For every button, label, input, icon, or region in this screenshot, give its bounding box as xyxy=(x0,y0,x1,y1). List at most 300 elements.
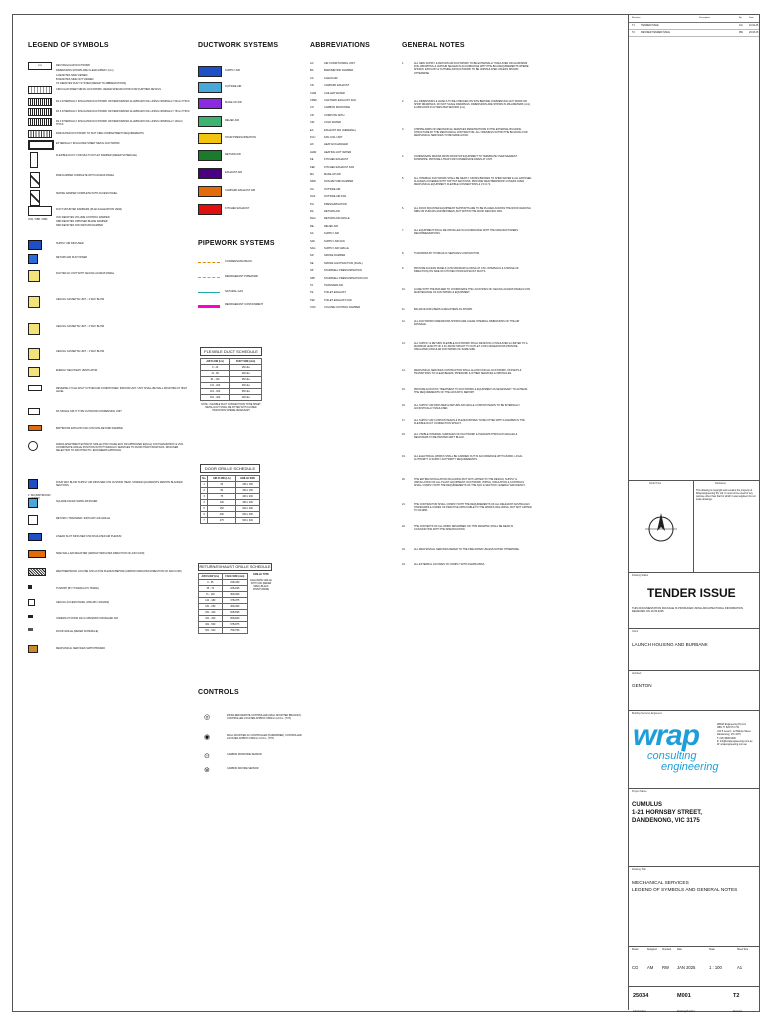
firm-info-line: ABN 77 623 674 741 xyxy=(717,726,740,730)
legend-label: FIRE DAMPER COMPLETE WITH ACCESS PANEL xyxy=(56,174,115,177)
general-note-text: MECHANICAL SERVICES CONTRACTOR SHALL ALLOW FOR ALL DUCTWORK, OFFSETS & TRANSITIONS TO CLEAR BEAMS, PIPEWORK & OTHER SERVICES & OBSTACLES. xyxy=(414,369,522,376)
legend-label: R1.5 INTERNALLY INSULATED DUCTWORK OR PERFORATED ALUMINIUM FOIL LINING NOMINALLY 75mm THICK xyxy=(56,110,190,113)
abbreviation-code: KEF xyxy=(310,165,316,169)
schedule-header: FACE SIZE (mm) xyxy=(222,574,247,580)
pipe-line-swatch xyxy=(198,305,220,308)
job-number: 25034 xyxy=(633,993,649,999)
abbreviation-code: BA xyxy=(310,69,314,73)
legend-label: CEILING CASSETTE UNIT - 4 WAY BLOW xyxy=(56,298,105,301)
revision-cell: CG xyxy=(739,24,743,27)
legend-label: LINEAR SLOT DIFFUSER C/W INSULATED AIR PLENUM xyxy=(56,535,122,538)
pipe-line-swatch xyxy=(198,262,220,263)
schedule-cell: 150 xyxy=(208,506,236,512)
legend-symbol xyxy=(28,130,52,138)
firm-info-line: Dandenong, VIC 3175 xyxy=(717,733,741,737)
legend-row xyxy=(28,82,193,86)
door-grille-schedule xyxy=(200,464,260,524)
meta-value: 1 : 100 xyxy=(709,965,722,970)
duct-system-label: RELIEF AIR xyxy=(225,119,239,122)
abbreviation-description: TOILET EXHAUST xyxy=(324,291,346,295)
abbreviation-row xyxy=(310,173,395,177)
general-note-text: TUNDISHES BY HYDRAULIC SERVICES CONTRACTOR. xyxy=(414,252,480,255)
control-label: CARBON MONOXIDE SENSOR xyxy=(227,753,262,756)
legend-row xyxy=(28,120,193,127)
meta-header: Date xyxy=(677,949,682,951)
legend-row xyxy=(28,174,193,178)
duct-system-label: OUTSIDE AIR xyxy=(225,85,242,88)
general-note-number: 13. xyxy=(402,342,406,345)
duct-color-swatch xyxy=(198,98,222,109)
drawing-title-line-1: MECHANICAL SERVICES xyxy=(632,881,689,886)
revision-number: T2 xyxy=(733,993,740,999)
legend-symbol xyxy=(28,645,38,653)
legend-symbol xyxy=(28,118,52,126)
schedule-cell: 321 - 400 xyxy=(199,616,223,622)
general-note-number: 15. xyxy=(402,388,406,391)
general-note-text: THE CONTENTS OF ALL WORK DESCRIBED ON THIS DRAWING SHALL BE READ IN CONJUNCTION WITH THE SPECIFICATION. xyxy=(414,525,514,532)
abbreviation-description: EXHAUST AIR (GENERAL) xyxy=(324,128,356,132)
schedule-cell: 41 - 80 xyxy=(201,371,230,377)
abbreviation-row xyxy=(310,225,395,229)
legend-row xyxy=(28,350,193,354)
schedule-cell: 100 xyxy=(208,500,236,506)
legend-label: VCD DENOTES VOLUME CONTROL DAMPER xyxy=(56,216,110,219)
flex-schedule-table xyxy=(200,358,262,401)
general-note-text: ALL VISIBLE INTERNAL SURFACES OF DUCTWORK & PLENUMS THROUGH GRILLES & REGISTERS TO BE PAINTED MATT BLACK. xyxy=(414,433,518,440)
general-note-text: ALL DIMENSIONS & LEVELS TO BE CHECKED ON SITE BEFORE COMMENCING ANY WORK OR SHOP DRAWINGS. DO NOT SCALE DRAWINGS. DIMENSIONS ARE SHOWN IN MILLIMETERS (mm) & AIRFLOWS IN LITRES PER SECOND (L/s). xyxy=(414,100,530,110)
schedule-cell: 525x525 xyxy=(222,610,247,616)
legend-symbol xyxy=(28,190,40,206)
legend-label: REVERSE CYCLE SPLIT SYSTEM AIR CONDITIONER. INDOOR UNIT. UNIT SHALL BE WALL MOUNTED AT HIGH LEVEL xyxy=(56,387,187,394)
duct-system-row xyxy=(198,202,298,214)
architect-value: GENTON xyxy=(632,683,652,688)
legend-row xyxy=(28,630,193,634)
legend-symbol xyxy=(28,385,42,391)
abbreviation-row xyxy=(310,284,395,288)
general-note-number: 24. xyxy=(402,563,406,566)
revision-cell: T2 xyxy=(632,31,635,34)
legend-row xyxy=(28,647,193,651)
legend-symbol xyxy=(28,254,38,264)
schedule-header: AIR FLOW (L/s) xyxy=(201,359,230,365)
general-note-text: ALL ROOF MOUNTED EQUIPMENT SUPPORTS ARE TO BE PLACED ACROSS THE ROOF DECKING RIBS OR PURLINS AND BETWEEN, BUT WITHIN THE ROOF DECKING PAN. xyxy=(414,207,531,214)
abbreviation-description: SUPPLY AIR FAN xyxy=(324,239,345,243)
legend-symbol xyxy=(28,615,33,618)
schedule-header: AIR FLOW (L/s) xyxy=(199,574,223,580)
pipe-line-swatch xyxy=(198,277,220,278)
abbreviation-row xyxy=(310,277,395,281)
schedule-cell: 600x600 xyxy=(222,616,247,622)
general-note-number: 2. xyxy=(402,100,405,103)
abbreviation-description: BAROMETRIC DAMPER xyxy=(324,69,354,73)
control-label: INFRA RED REMOTE CONTROLLER (WALL MOUNTED BRACKET). CONTROLLER LOCATED APPROX 1500mm A.F.F.L. (TYP) xyxy=(227,714,302,721)
abbreviation-code: AC xyxy=(310,62,314,65)
legend-label: RETURN AIR DUCT RISER xyxy=(56,256,88,259)
abbreviation-code: RE xyxy=(310,224,314,228)
schedule-cell: 81 - 130 xyxy=(201,377,230,383)
schedule-cell: 201 - 300 xyxy=(201,389,230,395)
legend-label: 400DIA APARTMENT EXHAUST GRILLE (HOLYOAKE ECO OR APPROVED EQUAL) C/W PLENUM BOX & VCD. COORDINATE GRILLE POSITION WITH HYDRAULIC SERVICES TO AVOID TRAP FROM WCS. DIFFUSER SELECTION TO ARCHITECTS / ENGINEERS APPROVAL xyxy=(56,443,184,453)
legend-symbol xyxy=(28,628,33,631)
duct-color-swatch xyxy=(198,116,222,127)
general-note-number: 5. xyxy=(402,177,405,180)
abbreviation-row xyxy=(310,217,395,221)
status-label: Drawing Status xyxy=(632,574,649,577)
engineer-block xyxy=(629,710,759,789)
revision-cell: 26.03.25 xyxy=(749,31,759,34)
legend-label: SMOKE DAMPER COMPLETE WITH ACCESS PANEL xyxy=(56,192,118,195)
abbreviation-row xyxy=(310,306,395,310)
legend-label: DUCTED AC UNIT WITH CEILING ACCESS PANEL xyxy=(56,272,115,275)
general-note-number: 9. xyxy=(402,267,405,270)
schedule-cell: 250 x 150 xyxy=(236,482,260,488)
schedule-cell: 225x225 xyxy=(222,586,247,592)
abbreviations-title: ABBREVIATIONS xyxy=(310,42,371,49)
abbreviation-row xyxy=(310,203,395,207)
abbreviation-row xyxy=(310,188,395,192)
abbreviation-description: TRANSFER AIR xyxy=(324,284,343,287)
legend-symbol xyxy=(28,206,52,216)
abbreviation-description: RELIEF AIR xyxy=(324,224,338,228)
general-notes-title: GENERAL NOTES xyxy=(402,42,465,49)
north-disclaimer xyxy=(629,480,759,573)
general-note-text: ALL INTERNAL DUCTWORK SHALL BE NEATLY CROSS BROKEN TO SHED WATER & ALL EXPOSED FLANGES COVERED WITH TOP HAT SECTIONS. PROVIDE WEATHERPROOF COVERS OVER MECHANICAL EQUIPMENT. FLEXIBLE CONNECTIONS & V.C.D.'S. xyxy=(414,177,532,187)
abbreviation-code: TEF xyxy=(310,298,315,302)
pipe-system-label: REFRIGERANT PIPEWORK xyxy=(225,275,259,278)
duct-color-swatch xyxy=(198,186,222,197)
revision-cell: RW xyxy=(739,31,743,34)
legend-label: CIRCULAR SHEET METAL DUCTWORK. REFER SPECIFICATION FOR FURTHER DETAILS xyxy=(56,88,161,91)
abbreviation-row xyxy=(310,254,395,258)
abbreviation-row xyxy=(310,240,395,244)
general-note-number: 21. xyxy=(402,503,406,506)
general-note-number: 23. xyxy=(402,548,406,551)
control-row xyxy=(198,734,303,744)
client-block xyxy=(629,628,759,671)
grille-type-header: GRILLE TYPE xyxy=(253,573,269,576)
schedule-cell: 121 - 180 xyxy=(199,598,223,604)
meta-header: Designed xyxy=(647,949,657,951)
grille-schedule xyxy=(198,563,272,634)
general-note-number: 16. xyxy=(402,404,406,407)
abbreviation-description: AIR CONDITIONING UNIT xyxy=(324,62,355,65)
legend-label: SUPPLY AIR DIFFUSER xyxy=(56,242,84,245)
revision-header: By xyxy=(739,17,742,19)
general-note-text: ALL SUPPLY AIR CUSHION HEADS & PLENUM BOXES TO BE FITTED WITH A DAMPER IN THE FLEXIBLE DUCT CONNECTION SPIGOT. xyxy=(414,419,525,426)
schedule-cell: 2 xyxy=(201,488,208,494)
schedule-cell: 301 - 400 xyxy=(201,395,230,401)
general-note-number: 3. xyxy=(402,128,405,131)
abbreviation-description: KITCHEN EXHAUST xyxy=(324,158,349,162)
legend-row xyxy=(28,100,193,104)
schedule-cell: 36 - 70 xyxy=(199,586,223,592)
drawing-title-line-2: LEGEND OF SYMBOLS AND GENERAL NOTES xyxy=(632,887,738,893)
abbreviation-description: CARBON MONOXIDE xyxy=(324,106,350,110)
legend-label: SIDE WALL AIR REGISTER (ARROW INDICATES DIRECTION OF AIR FLOW) xyxy=(56,552,145,555)
door-grille-table xyxy=(200,475,260,524)
abbreviation-description: COLD WATER xyxy=(324,121,342,125)
general-note-number: 4. xyxy=(402,155,405,158)
legend-label: DX SINGLE SPLIT TYPE OUTDOOR CONDENSING UNIT xyxy=(56,410,122,413)
revision-header: Revision xyxy=(632,17,641,19)
legend-row xyxy=(28,617,193,621)
abbreviation-code: EA xyxy=(310,128,314,132)
revision-cell: TENDER ISSUE xyxy=(641,24,659,27)
legend-label: R1.0 INTERNALLY INSULATED DUCTWORK OR PERFORATED ALUMINIUM FOIL LINING NOMINALLY 50mm THICK xyxy=(56,100,190,103)
flex-schedule xyxy=(200,347,262,413)
drawing-numbers xyxy=(629,986,759,1011)
abbreviation-code: CA xyxy=(310,76,314,80)
legend-symbol xyxy=(28,550,46,558)
abbreviation-description: SUPPLY AIR GRILLE xyxy=(324,247,349,250)
firm-info-line: Unit 5 Level 1, 12 Bishop Street xyxy=(717,729,751,733)
legend-symbol xyxy=(28,599,35,606)
abbreviation-row xyxy=(310,129,395,133)
abbreviation-row xyxy=(310,77,395,81)
pipe-system-label: REFRIGERANT CONTAINMENT xyxy=(225,303,264,306)
legend-label: OBD DENOTES OPPOSED BLADE DAMPER xyxy=(56,220,108,223)
status-note: THIS DOCUMENTATION PACKAGE IS PRODUCED USING ARCHITECTURAL INFORMATION RECEIVED ON 19.03.2025 xyxy=(632,607,743,614)
abbreviation-description: COMPUTE WITH xyxy=(324,113,345,117)
abbreviation-description: STAIRWELL PRESSURISATION FAN xyxy=(324,276,368,280)
control-row xyxy=(198,753,303,763)
abbreviation-description: STAIRWELL PRESSURISATION xyxy=(324,269,362,273)
abbreviation-row xyxy=(310,69,395,73)
legend-title: LEGEND OF SYMBOLS xyxy=(28,42,109,49)
abbreviation-row xyxy=(310,151,395,155)
abbreviation-code: SP xyxy=(310,269,314,273)
abbreviation-description: HEATING HOT WATER xyxy=(324,150,352,154)
general-note-text: THE ENTIRE INSTALLATION INCLUDING BUT NOT LIMITED TO THE DESIGN, SUPPLY & INSTALLATION OF ALL PLANT, EQUIPMENT, DUCTWORK, PIPING, INSULATION & CONTROLS SHALL COMPLY WITH THE REQUIREMENTS OF THE NCC & SECTION J ENERGY EFFICIENCY. xyxy=(414,478,526,488)
schedule-cell: 300 x 150 xyxy=(236,488,260,494)
abbreviation-description: TOILET EXHAUST FAN xyxy=(324,298,352,302)
legend-symbol xyxy=(28,533,42,541)
abbreviation-description: MAKE-UP AIR xyxy=(324,173,341,176)
legend-symbol xyxy=(28,348,40,360)
control-symbol-icon: ◎ xyxy=(204,714,211,721)
drawing-number: M001 xyxy=(677,993,691,999)
firm-info xyxy=(717,723,757,747)
legend-label: CEILING CASSETTE UNIT - 2 WAY BLOW xyxy=(56,325,105,328)
control-symbol-icon: ⊙ xyxy=(204,753,210,760)
drawing-number-label: Drawing Number xyxy=(677,1010,695,1013)
pipe-line-swatch xyxy=(198,292,220,293)
schedule-cell: 4 xyxy=(201,500,208,506)
revision-cell: T1 xyxy=(632,24,635,27)
abbreviation-code: CPEF xyxy=(310,99,317,102)
legend-row xyxy=(28,88,193,92)
meta-header: Checked xyxy=(662,949,672,951)
meta-header: Drawn xyxy=(632,949,639,951)
duct-color-swatch xyxy=(198,168,222,179)
duct-system-row xyxy=(198,114,298,126)
general-note-number: 22. xyxy=(402,525,406,528)
schedule-cell: 75 xyxy=(208,494,236,500)
general-note-number: 18. xyxy=(402,433,406,436)
abbreviation-code: SPF xyxy=(310,276,316,280)
drawing-title-block xyxy=(629,866,759,947)
schedule-cell: 401 - 500 xyxy=(199,622,223,628)
general-notes-column xyxy=(402,42,534,612)
firm-info-line: T: (03) 9999 0000 xyxy=(717,736,736,740)
schedule-cell: 450x450 xyxy=(222,604,247,610)
abbreviation-code: SAG xyxy=(310,247,316,250)
general-note-number: 1. xyxy=(402,62,405,65)
flex-schedule-title: FLEXIBLE DUCT SCHEDULE xyxy=(200,347,262,356)
pipework-title: PIPEWORK SYSTEMS xyxy=(198,240,275,247)
pipe-system-label: CONDENSATE DRAIN xyxy=(225,260,252,263)
ductwork-title: DUCTWORK SYSTEMS xyxy=(198,42,279,49)
general-note-number: 19. xyxy=(402,455,406,458)
control-symbol-icon: ◉ xyxy=(204,734,211,741)
control-row xyxy=(198,767,303,777)
schedule-cell: 181 - 250 xyxy=(199,604,223,610)
legend-row xyxy=(28,242,193,246)
abbreviation-row xyxy=(310,195,395,199)
legend-label: BATHROOM EXHAUST FAN C/W NON-RETURN DAMPER xyxy=(56,427,123,430)
legend-symbol xyxy=(28,152,38,168)
legend-side-note: 1" DIA (BATHROOM / LAUNDRY) xyxy=(28,494,52,500)
ductwork-column xyxy=(198,42,303,802)
firm-info-line: W: wrapengineering.com.au xyxy=(717,743,747,747)
control-symbol-icon: ⊚ xyxy=(204,767,210,774)
abbreviation-code: SE xyxy=(310,261,314,265)
legend-label: MECHANICAL SERVICES SWITCHBOARD xyxy=(56,647,106,650)
abbreviation-row xyxy=(310,180,395,184)
abbreviation-row xyxy=(310,291,395,295)
abbreviations-column xyxy=(310,42,395,342)
abbreviation-description: RETURN AIR GRILLE xyxy=(324,217,350,221)
control-label: WALL MOUNTED AC CONTROLLER (HARDWIRED). CONTROLLER LOCATED APPROX 1500mm A.F.F.L. (TYP) xyxy=(227,734,302,741)
general-note-number: 7. xyxy=(402,229,405,232)
schedule-cell: 400 dia xyxy=(230,395,262,401)
legend-row xyxy=(28,517,193,521)
legend-label: R2.0 INTERNALLY INSULATED DUCTWORK OR PERFORATED ALUMINIUM FOIL LINING NOMINALLY 100mm THICK xyxy=(56,120,183,127)
pipe-system-row xyxy=(198,272,298,282)
flex-schedule-note: NOTE : FLEXIBLE DUCT CONNECTIONS TO BE SHEET METAL DUCT SHALL BE FITTED WITH CLOSED TRANSITION WHERE NECESSARY xyxy=(201,404,261,412)
general-note-number: 8. xyxy=(402,252,405,255)
project-line-2: 1-21 HORNSBY STREET, xyxy=(632,810,702,816)
schedule-header: DUCT SIZE (mm) xyxy=(230,359,262,365)
legend-row xyxy=(28,410,193,414)
legend-label: FLEXIBLE DUCT. FOR MULTI OUTLET DAMPER (REFER SCHEDULE) xyxy=(56,154,137,157)
schedule-cell: 375x375 xyxy=(222,598,247,604)
abbreviation-row xyxy=(310,166,395,170)
revision-row xyxy=(629,23,759,30)
legend-label: FIRE RATED DUCTWORK TO SUIT FIRE COMPARTMENT REQUIREMENTS xyxy=(56,132,144,135)
abbreviation-description: CARPARK EXHAUST xyxy=(324,84,350,88)
legend-column xyxy=(28,42,193,842)
abbreviation-code: RA xyxy=(310,210,314,213)
duct-system-row xyxy=(198,131,298,143)
abbreviation-code: SAF xyxy=(310,239,316,243)
duct-system-row xyxy=(198,184,298,196)
pipe-system-row xyxy=(198,287,298,297)
general-note-number: 17. xyxy=(402,419,406,422)
revision-table xyxy=(629,16,759,37)
abbreviation-code: KE xyxy=(310,158,314,162)
abbreviation-description: CHILLED WATER xyxy=(324,91,345,95)
abbreviation-code: MA xyxy=(310,173,314,176)
firm-info-line: E: info@wrapengineering.com.au xyxy=(717,740,753,744)
legend-row xyxy=(28,369,193,373)
legend-symbol xyxy=(28,240,42,250)
legend-label: NRD DENOTES NON RETURN DAMPER xyxy=(56,224,103,227)
schedule-cell: 150 dia xyxy=(230,365,262,371)
firm-info-line: WRAP Engineering Pty Ltd xyxy=(717,723,746,726)
client-value: LAUNCH HOUSING AND BURBANK xyxy=(632,642,708,647)
schedule-cell: 7 xyxy=(201,518,208,524)
abbreviation-code: CW xyxy=(310,121,315,125)
legend-symbol xyxy=(28,98,52,106)
legend-symbol xyxy=(28,479,38,489)
general-note-number: 20. xyxy=(402,478,406,481)
revision-row xyxy=(629,30,759,37)
abbreviation-description: OUTSIDE AIR xyxy=(324,187,341,191)
schedule-cell: 200 dia xyxy=(230,371,262,377)
schedule-cell: 750x750 xyxy=(222,628,247,634)
abbreviation-row xyxy=(310,299,395,303)
legend-label: CEILING CASSETTE UNIT - 1 WAY BLOW xyxy=(56,350,105,353)
legend-label: B DENOTES SIDE NOT VIEWED xyxy=(56,78,94,81)
abbreviation-code: NRD xyxy=(310,180,316,184)
legend-symbol xyxy=(28,408,40,415)
legend-row xyxy=(28,272,193,276)
disclaimer-text: This drawing is copyright and remains the property of Wrap Engineering Pty Ltd. It must not be used for any purpose other than that for which it was supplied. Do not scale drawings. xyxy=(696,489,756,502)
duct-system-row xyxy=(198,80,298,92)
schedule-cell: 400 x 200 xyxy=(236,494,260,500)
abbreviation-code: HX xyxy=(310,143,314,147)
schedule-cell: 0 - 35 xyxy=(199,580,223,586)
abbreviation-row xyxy=(310,92,395,96)
general-note-number: 14. xyxy=(402,369,406,372)
general-note-number: 11. xyxy=(402,308,406,311)
abbreviation-code: CO xyxy=(310,106,314,110)
schedule-cell: 501 - 600 xyxy=(199,628,223,634)
drawing-meta xyxy=(629,946,759,987)
legend-row xyxy=(28,110,193,114)
drawing-title-label: Drawing Title xyxy=(632,868,646,871)
footer-labels xyxy=(629,1010,759,1016)
grille-schedule-title: RETURN/EXHAUST GRILLE SCHEDULE xyxy=(199,565,271,569)
abbreviation-row xyxy=(310,106,395,110)
meta-value: RW xyxy=(662,965,669,970)
north-point-label: North Point xyxy=(649,482,661,485)
legend-symbol xyxy=(28,140,54,150)
duct-color-swatch xyxy=(198,133,222,144)
duct-system-row xyxy=(198,64,298,76)
control-label: CARBON DIOXIDE SENSOR xyxy=(227,767,259,770)
control-row xyxy=(198,714,303,724)
grille-type-note: EGGCRATE GRILLE WITH VCD (REFER SPEC) BLACK FINISH INSIDE xyxy=(250,580,272,591)
legend-symbol xyxy=(28,515,38,525)
legend-row xyxy=(28,387,193,394)
general-note-text: CHIPPIE ARMS OF MECHANICAL SERVICES PENETRATIONS IN THE EXTERNAL BUILDING STRUCTURE BY THE MECHANICAL CONTRACTOR. ALL OPENINGS WITHIN THE BUILDING FOR MECHANICAL SERVICES TO BE MADE GOOD. xyxy=(414,128,528,138)
legend-row xyxy=(28,298,193,302)
legend-symbol xyxy=(28,323,40,335)
duct-system-row xyxy=(198,166,298,178)
meta-header: Sheet Size xyxy=(737,949,749,951)
status-value: TENDER ISSUE xyxy=(647,586,736,600)
abbreviation-description: KITCHEN EXHAUST FAN xyxy=(324,165,355,169)
abbreviation-description: SUPPLY AIR xyxy=(324,232,339,236)
abbreviation-code: CD xyxy=(310,84,314,88)
general-note-text: ALL DUCTWORK DIMENSIONS SHOWN ARE CLEAR INTERNAL DIMENSIONS OF THE AIR PASSAGE. xyxy=(414,320,520,327)
abbreviation-code: TE xyxy=(310,291,314,295)
schedule-cell: 600 x 400 xyxy=(236,518,260,524)
pipe-system-label: NATURAL GAS xyxy=(225,290,244,293)
abbreviation-description: VOLUME CONTROL DAMPER xyxy=(324,306,361,310)
